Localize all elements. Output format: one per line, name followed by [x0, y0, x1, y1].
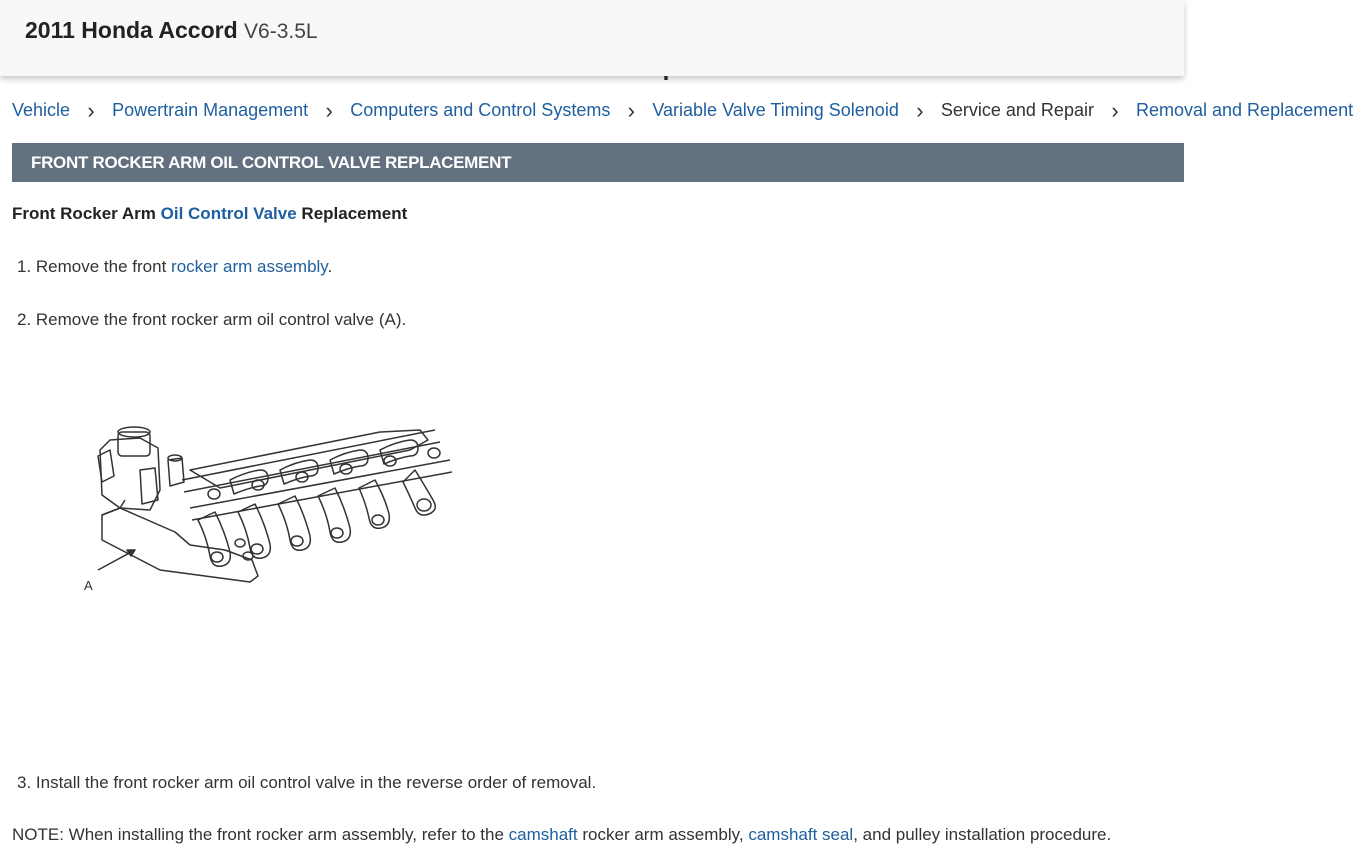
step-3: 3. Install the front rocker arm oil control valve in the reverse order of removal. [17, 773, 597, 792]
top-header-bar [0, 0, 1184, 76]
breadcrumb-service-repair: Service and Repair [940, 100, 1094, 120]
note-text: NOTE: When installing the front rocker arm assembly, refer to the [12, 825, 504, 844]
breadcrumb-powertrain-management[interactable]: Powertrain Management [112, 100, 309, 120]
chevron-right-icon: › [916, 98, 924, 123]
note-text-mid: rocker arm assembly, [582, 825, 744, 844]
step-1 [17, 257, 332, 277]
procedure-subheading [12, 204, 407, 224]
chevron-right-icon: › [325, 98, 333, 123]
subheading-text: Front Rocker Arm [12, 204, 156, 223]
step-1-text: 1. Remove the front [17, 257, 167, 276]
installation-note [12, 825, 1111, 845]
step-2: 2. Remove the front rocker arm oil control valve (A). [17, 310, 407, 329]
breadcrumb-vehicle[interactable]: Vehicle [12, 100, 71, 120]
vehicle-title [25, 17, 318, 44]
oil-control-valve-link[interactable]: Oil Control Valve [160, 204, 297, 223]
breadcrumb-removal-replacement[interactable]: Removal and Replacement [1136, 100, 1353, 120]
step-1-period: . [327, 257, 333, 276]
rocker-arm-assembly-link[interactable]: rocker arm assembly [171, 257, 328, 276]
breadcrumb [12, 98, 1353, 124]
chevron-right-icon: › [1111, 98, 1119, 123]
camshaft-link[interactable]: camshaft [508, 825, 578, 844]
callout-label-a: A [84, 578, 93, 593]
note-text-end: , and pulley installation procedure. [853, 825, 1112, 844]
rocker-arm-oil-control-valve-diagram [80, 420, 470, 600]
section-heading: FRONT ROCKER ARM OIL CONTROL VALVE REPLACEMENT [12, 143, 1184, 182]
chevron-right-icon: › [87, 98, 95, 123]
camshaft-seal-link[interactable]: camshaft seal [748, 825, 854, 844]
breadcrumb-vvt-solenoid[interactable]: Variable Valve Timing Solenoid [652, 100, 899, 120]
breadcrumb-computers-control-systems[interactable]: Computers and Control Systems [350, 100, 611, 120]
vehicle-name: 2011 Honda Accord [25, 17, 238, 43]
engine-label: V6-3.5L [244, 20, 318, 43]
chevron-right-icon: › [627, 98, 635, 123]
subheading-text-end: Replacement [301, 204, 408, 223]
